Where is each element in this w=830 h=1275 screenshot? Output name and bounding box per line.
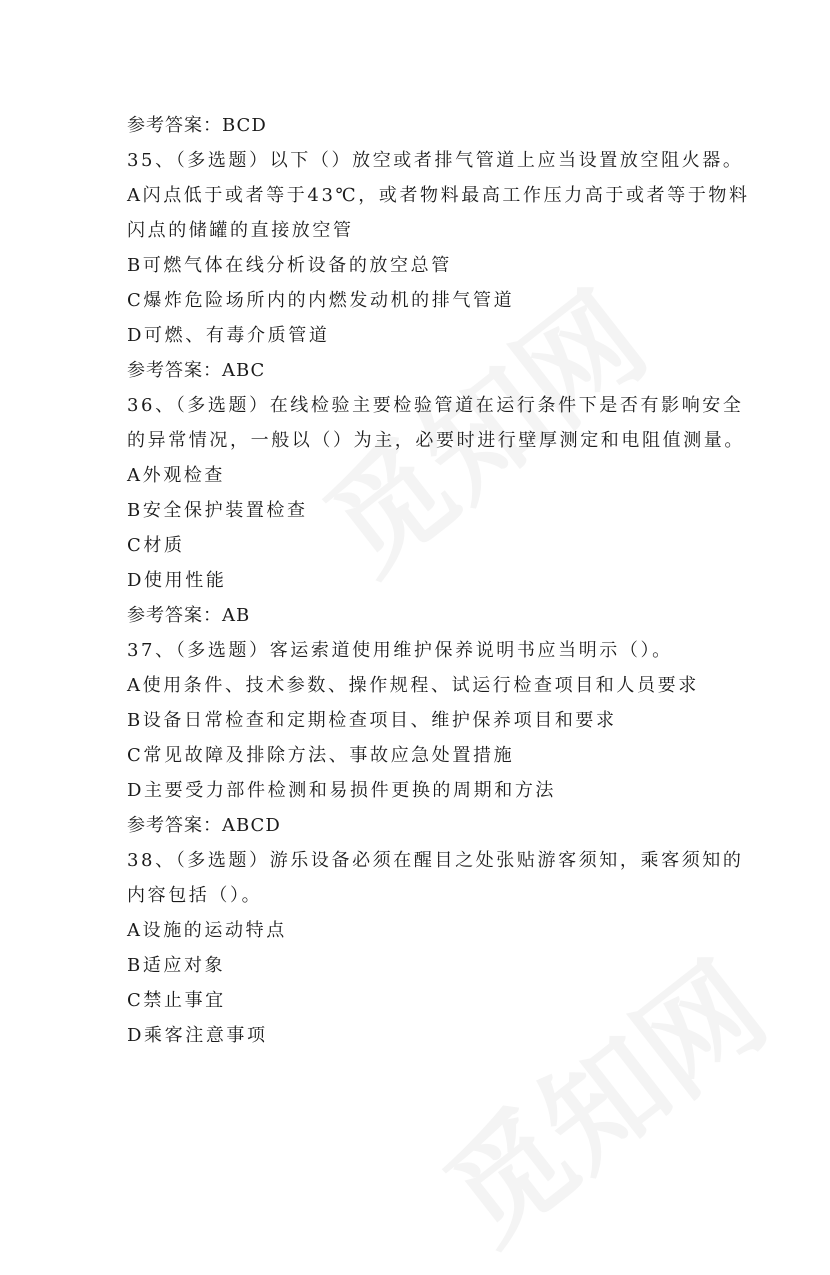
text-line: 闪点的储罐的直接放空管: [127, 220, 354, 241]
text-line: 35、（多选题）以下（）放空或者排气管道上应当设置放空阻火器。: [127, 150, 744, 171]
text-line: C常见故障及排除方法、事故应急处置措施: [127, 745, 515, 766]
answer-line: 参考答案：ABCD: [127, 815, 281, 836]
text-line: D使用性能: [127, 570, 227, 591]
text-line: C材质: [127, 535, 185, 556]
text-line: B安全保护装置检查: [127, 500, 308, 521]
text-line: B适应对象: [127, 955, 226, 976]
text-line: D乘客注意事项: [127, 1025, 268, 1046]
text-line: 36、（多选题）在线检验主要检验管道在运行条件下是否有影响安全: [127, 395, 744, 416]
answer-line: 参考答案：BCD: [127, 115, 267, 136]
text-line: D主要受力部件检测和易损件更换的周期和方法: [127, 780, 557, 801]
text-line: C爆炸危险场所内的内燃发动机的排气管道: [127, 290, 515, 311]
text-line: 37、（多选题）客运索道使用维护保养说明书应当明示（）。: [127, 640, 673, 661]
text-line: B设备日常检查和定期检查项目、维护保养项目和要求: [127, 710, 617, 731]
answer-line: 参考答案：AB: [127, 605, 251, 626]
text-line: 的异常情况，一般以（）为主，必要时进行壁厚测定和电阻值测量。: [127, 430, 745, 451]
text-line: C禁止事宜: [127, 990, 226, 1011]
text-line: B可燃气体在线分析设备的放空总管: [127, 255, 452, 276]
document-body: [127, 108, 750, 1053]
text-line: 内容包括（）。: [127, 885, 263, 906]
text-line: D可燃、有毒介质管道: [127, 325, 330, 346]
text-line: A设施的运动特点: [127, 920, 287, 941]
text-line: A外观检查: [127, 465, 225, 486]
text-line: 38、（多选题）游乐设备必须在醒目之处张贴游客须知，乘客须知的: [127, 850, 744, 871]
answer-line: 参考答案：ABC: [127, 360, 266, 381]
text-line: A闪点低于或者等于43℃，或者物料最高工作压力高于或者等于物料: [127, 185, 750, 206]
text-line: A使用条件、技术参数、操作规程、试运行检查项目和人员要求: [127, 675, 699, 696]
